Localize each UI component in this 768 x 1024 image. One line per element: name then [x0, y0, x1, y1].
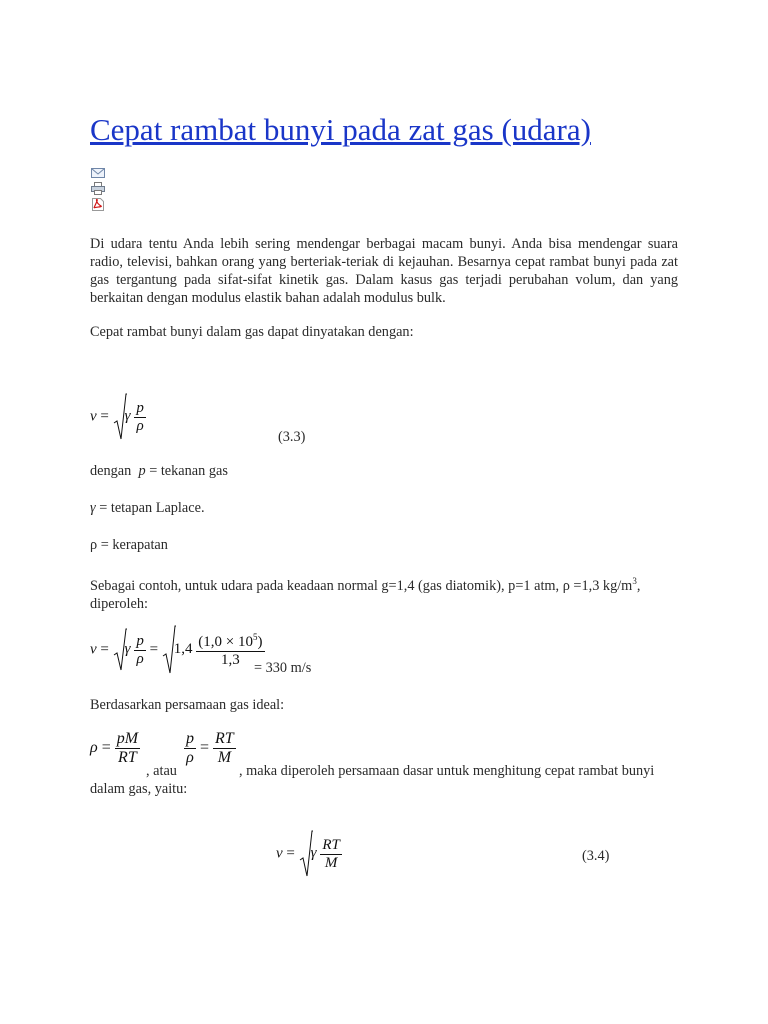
equation-example: v = γ $\frac{p}{\rho}$ = 1,4 $\frac{(1,0 \times 10^5)}{1,3}$ [90, 625, 265, 675]
example-paragraph [90, 572, 678, 613]
equation-3-3-label: (3.3) [278, 429, 306, 445]
example-tail: , [636, 577, 641, 594]
example-superscript: 3 [632, 576, 637, 586]
definition-p: dengan p = tekanan gas [90, 463, 228, 479]
definition-gamma-text: = tetapan Laplace. [99, 500, 205, 516]
example-line-2: diperoleh: [90, 595, 148, 612]
atau-text: , atau [146, 763, 177, 779]
action-icons [91, 166, 107, 214]
maka-text: , maka diperoleh persamaan dasar untuk menghitung cepat rambat bunyi [239, 763, 655, 779]
intro-paragraph: Di udara tentu Anda lebih sering mendengar berbagai macam bunyi. Anda bisa mendengar suara radio, televisi, bahkan orang yang berteriak-teriak di kejauhan. Besarnya cepat rambat bunyi pada zat gas tergantung pada sifat-sifat kinetik gas. Dalam kasus gas terjadi perubahan volum, dan yang berkaitan dengan modulus elastik bahan adalah modulus bulk. [90, 236, 678, 306]
equation-rho: ρ = $\frac{pM}{RT}$ [90, 730, 139, 766]
equation-p-over-rho: $\frac{p}{\rho}$ = $\frac{RT}{M}$ [186, 730, 234, 766]
definition-p-text: = tekanan gas [149, 463, 228, 479]
definition-rho: ρ = kerapatan [90, 537, 168, 553]
page-title[interactable]: Cepat rambat bunyi pada zat gas (udara) [90, 112, 591, 147]
equation-3-3: v = γ $\frac{p}{\rho}$ [90, 393, 146, 441]
equation-3-4-label: (3.4) [582, 848, 610, 864]
equation-3-4: v = γ $\frac{RT}{M}$ [276, 830, 342, 878]
print-icon[interactable] [91, 182, 105, 195]
definition-prefix: dengan [90, 463, 132, 479]
equation-example-result: = 330 m/s [254, 660, 312, 676]
pdf-icon[interactable] [91, 198, 105, 211]
definition-gamma: γ = tetapan Laplace. [90, 500, 205, 516]
dalam-gas-text: dalam gas, yaitu: [90, 781, 188, 797]
email-icon[interactable] [91, 166, 105, 179]
ideal-gas-intro: Berdasarkan persamaan gas ideal: [90, 697, 285, 713]
example-text: Sebagai contoh, untuk udara pada keadaan normal g=1,4 (gas diatomik), p=1 atm, ρ =1,3 kg/m [90, 577, 633, 594]
formula-intro: Cepat rambat bunyi dalam gas dapat dinyatakan dengan: [90, 324, 414, 340]
